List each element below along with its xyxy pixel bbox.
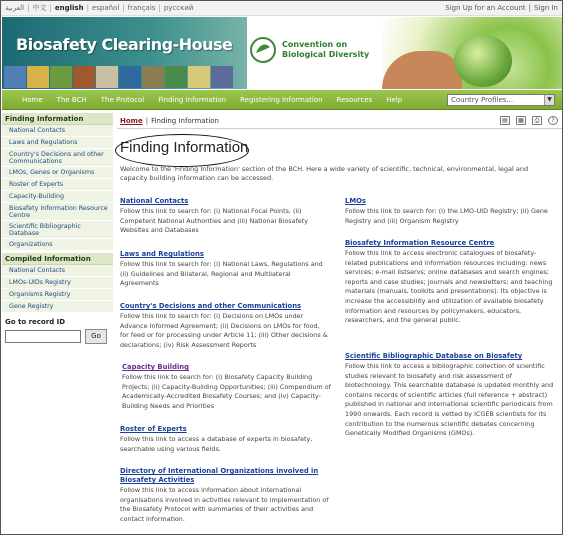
sidebar-item-organizations[interactable]: Organizations xyxy=(2,239,113,251)
section-birc xyxy=(345,239,555,326)
banner-background xyxy=(2,17,247,89)
lang-separator: | xyxy=(122,4,125,12)
section-link[interactable]: Country's Decisions and other Communications xyxy=(120,302,302,310)
nav-resources[interactable]: Resources xyxy=(336,95,373,104)
site-logo-title[interactable]: Biosafety Clearing-House xyxy=(16,35,233,54)
breadcrumb xyxy=(117,113,563,129)
section-description: Follow this link to search for: (i) Decisions on LMOs under Advance Informed Agreement; (ii) Decisions on LMOs for food, for feed or for processing under Article 11; (iii) Other decisions & declarations; (iv) Risk Assessment Reports xyxy=(120,312,328,349)
hand-image xyxy=(382,51,462,89)
section-sci-biblio xyxy=(345,352,555,439)
chevron-down-icon: ▼ xyxy=(544,95,554,105)
section-link[interactable]: Laws and Regulations xyxy=(120,250,204,258)
breadcrumb-separator: | xyxy=(145,116,149,125)
page-title: Finding Information xyxy=(120,139,249,156)
cbd-logo[interactable] xyxy=(250,37,372,63)
section-link[interactable]: National Contacts xyxy=(120,197,189,205)
section-lmos xyxy=(345,197,555,226)
nav-the-protocol[interactable]: The Protocol xyxy=(100,95,145,104)
sidebar-item-laws-regulations[interactable]: Laws and Regulations xyxy=(2,137,113,149)
goto-record-label: Go to record ID xyxy=(5,318,66,326)
sidebar-item-national-contacts[interactable]: National Contacts xyxy=(2,125,113,137)
section-description: Follow this link to access a database of experts in biosafety, searchable using various fields. xyxy=(120,435,313,453)
site-banner xyxy=(2,17,563,89)
feed-icon[interactable]: ▤ xyxy=(500,116,510,125)
lang-separator: | xyxy=(27,4,30,12)
section-link[interactable]: Scientific Bibliographic Database on Biosafety xyxy=(345,352,523,360)
country-select-value: Country Profiles... xyxy=(451,96,514,104)
language-bar xyxy=(1,1,562,16)
section-link[interactable]: Roster of Experts xyxy=(120,425,187,433)
account-links xyxy=(445,4,558,12)
lang-english[interactable]: english xyxy=(54,4,84,12)
sidebar xyxy=(2,113,113,535)
sidebar-item-lmo-uids[interactable]: LMOs-UIDs Registry xyxy=(2,277,113,289)
section-capacity-building xyxy=(122,363,332,411)
cbd-line2: Biological Diversity xyxy=(282,50,370,59)
export-icon[interactable]: ▦ xyxy=(516,116,526,125)
lang-russian[interactable]: русский xyxy=(163,4,194,12)
breadcrumb-home[interactable]: Home xyxy=(120,116,143,125)
lang-separator: | xyxy=(49,4,52,12)
section-description: Follow this link to search for: (i) Biosafety Capacity Building Projects; (ii) Capacity-Building Opportunities; (iii) Compendium of Academically-Accredited Biosafety Courses; and (iv) Capacity-Building Needs and Priorities xyxy=(122,373,331,410)
signin-link[interactable]: Sign In xyxy=(534,4,558,12)
section-description: Follow this link to search for: (i) National Focal Points, (ii) Competent National Authorities and (iii) National Biosafety Websites and Databases xyxy=(120,207,308,235)
section-national-contacts xyxy=(120,197,330,236)
nav-finding-information[interactable]: Finding Information xyxy=(158,95,227,104)
section-link[interactable]: LMOs xyxy=(345,197,366,205)
main-nav xyxy=(2,90,563,110)
nav-home[interactable]: Home xyxy=(22,95,43,104)
sidebar-item-gene-registry[interactable]: Gene Registry xyxy=(2,301,113,313)
page-tools xyxy=(500,116,558,125)
nav-help[interactable]: Help xyxy=(386,95,403,104)
section-description: Follow this link to search for: (i) the LMO-UID Registry; (ii) Gene Registry and (iii) Organism Registry xyxy=(345,207,548,225)
intro-text: Welcome to the 'Finding Information' section of the BCH. Here a wide variety of scientific, technical, environmental, legal and capacity building information can be accessed. xyxy=(120,165,529,182)
sidebar-header-compiled: Compiled Information xyxy=(2,253,113,265)
main-content xyxy=(117,113,563,535)
sidebar-item-roster-experts[interactable]: Roster of Experts xyxy=(2,179,113,191)
section-country-decisions xyxy=(120,302,330,350)
lang-separator: | xyxy=(86,4,89,12)
country-profiles-select[interactable] xyxy=(447,94,555,106)
sidebar-item-capacity-building[interactable]: Capacity-Building xyxy=(2,191,113,203)
cbd-leaf-icon xyxy=(250,37,276,63)
section-description: Follow this link to access information about international organisations involved in activities relevant to implementation of the Biosafety Protocol with summaries of their activities and contact information. xyxy=(120,486,329,523)
section-laws-regulations xyxy=(120,250,330,289)
section-roster-experts xyxy=(120,425,330,454)
globe-ball xyxy=(454,35,512,87)
print-icon[interactable]: ⎙ xyxy=(532,116,542,125)
record-id-input[interactable] xyxy=(5,330,81,343)
section-link[interactable]: Capacity Building xyxy=(122,363,190,371)
section-description: Follow this link to access electronic catalogues of biosafety-related publications and information resources including: news services; e-mail listservs; online databases and search engines; reports and case studies; journals and newsletters; and teaching materials (manuals, toolkits and presentations). Its objective is increase the accessibility and utilization of available biosafety information and resources by policymakers, educators, researchers, and the general public. xyxy=(345,249,553,325)
nav-the-bch[interactable]: The BCH xyxy=(56,95,87,104)
breadcrumb-current: Finding Information xyxy=(151,116,219,125)
section-link[interactable]: Directory of International Organizations involved in Biosafety Activities xyxy=(120,467,319,484)
go-button[interactable]: Go xyxy=(85,329,107,344)
goto-record-panel xyxy=(2,318,113,344)
sidebar-item-compiled-national-contacts[interactable]: National Contacts xyxy=(2,265,113,277)
lang-french[interactable]: français xyxy=(127,4,156,12)
globe-image xyxy=(382,17,563,89)
lang-separator: | xyxy=(158,4,161,12)
signup-link[interactable]: Sign Up for an Account xyxy=(445,4,526,12)
section-link[interactable]: Biosafety Information Resource Centre xyxy=(345,239,495,247)
section-description: Follow this link to search for: (i) National Laws, Regulations and (ii) Guidelines and Bilateral, Regional and Multilateral Agreements xyxy=(120,260,323,288)
nav-registering-information[interactable]: Registering Information xyxy=(240,95,323,104)
sidebar-item-country-decisions[interactable]: Country's Decisions and other Communications xyxy=(2,149,113,167)
lang-spanish[interactable]: español xyxy=(91,4,120,12)
lang-chinese[interactable]: 中文 xyxy=(32,4,47,12)
sidebar-item-lmos-genes[interactable]: LMOs, Genes or Organisms xyxy=(2,167,113,179)
sidebar-item-sci-biblio[interactable]: Scientific Bibliographic Database xyxy=(2,221,113,239)
sidebar-item-birc[interactable]: Biosafety Information Resource Centre xyxy=(2,203,113,221)
lang-arabic[interactable]: العربية xyxy=(5,4,25,12)
account-separator: | xyxy=(528,4,531,12)
section-intl-organizations xyxy=(120,467,330,524)
cbd-line1: Convention on xyxy=(282,40,348,49)
sidebar-header-finding: Finding Information xyxy=(2,113,113,125)
sidebar-item-organisms-registry[interactable]: Organisms Registry xyxy=(2,289,113,301)
help-icon[interactable]: ? xyxy=(548,116,558,125)
photo-strip xyxy=(4,66,233,88)
section-description: Follow this link to access a bibliographic collection of scientific studies relevant to biosafety and risk assessment of biotechnology. This searchable database is updated monthly and contains records of scientific articles (full reference + abstract) published in national and international scientific periodicals from 1990 onwards. Each record is vetted by ICGEB scientists for its contribution to the numerous scientific debates concerning Genetically Modified Organisms (GMOs). xyxy=(345,362,554,438)
